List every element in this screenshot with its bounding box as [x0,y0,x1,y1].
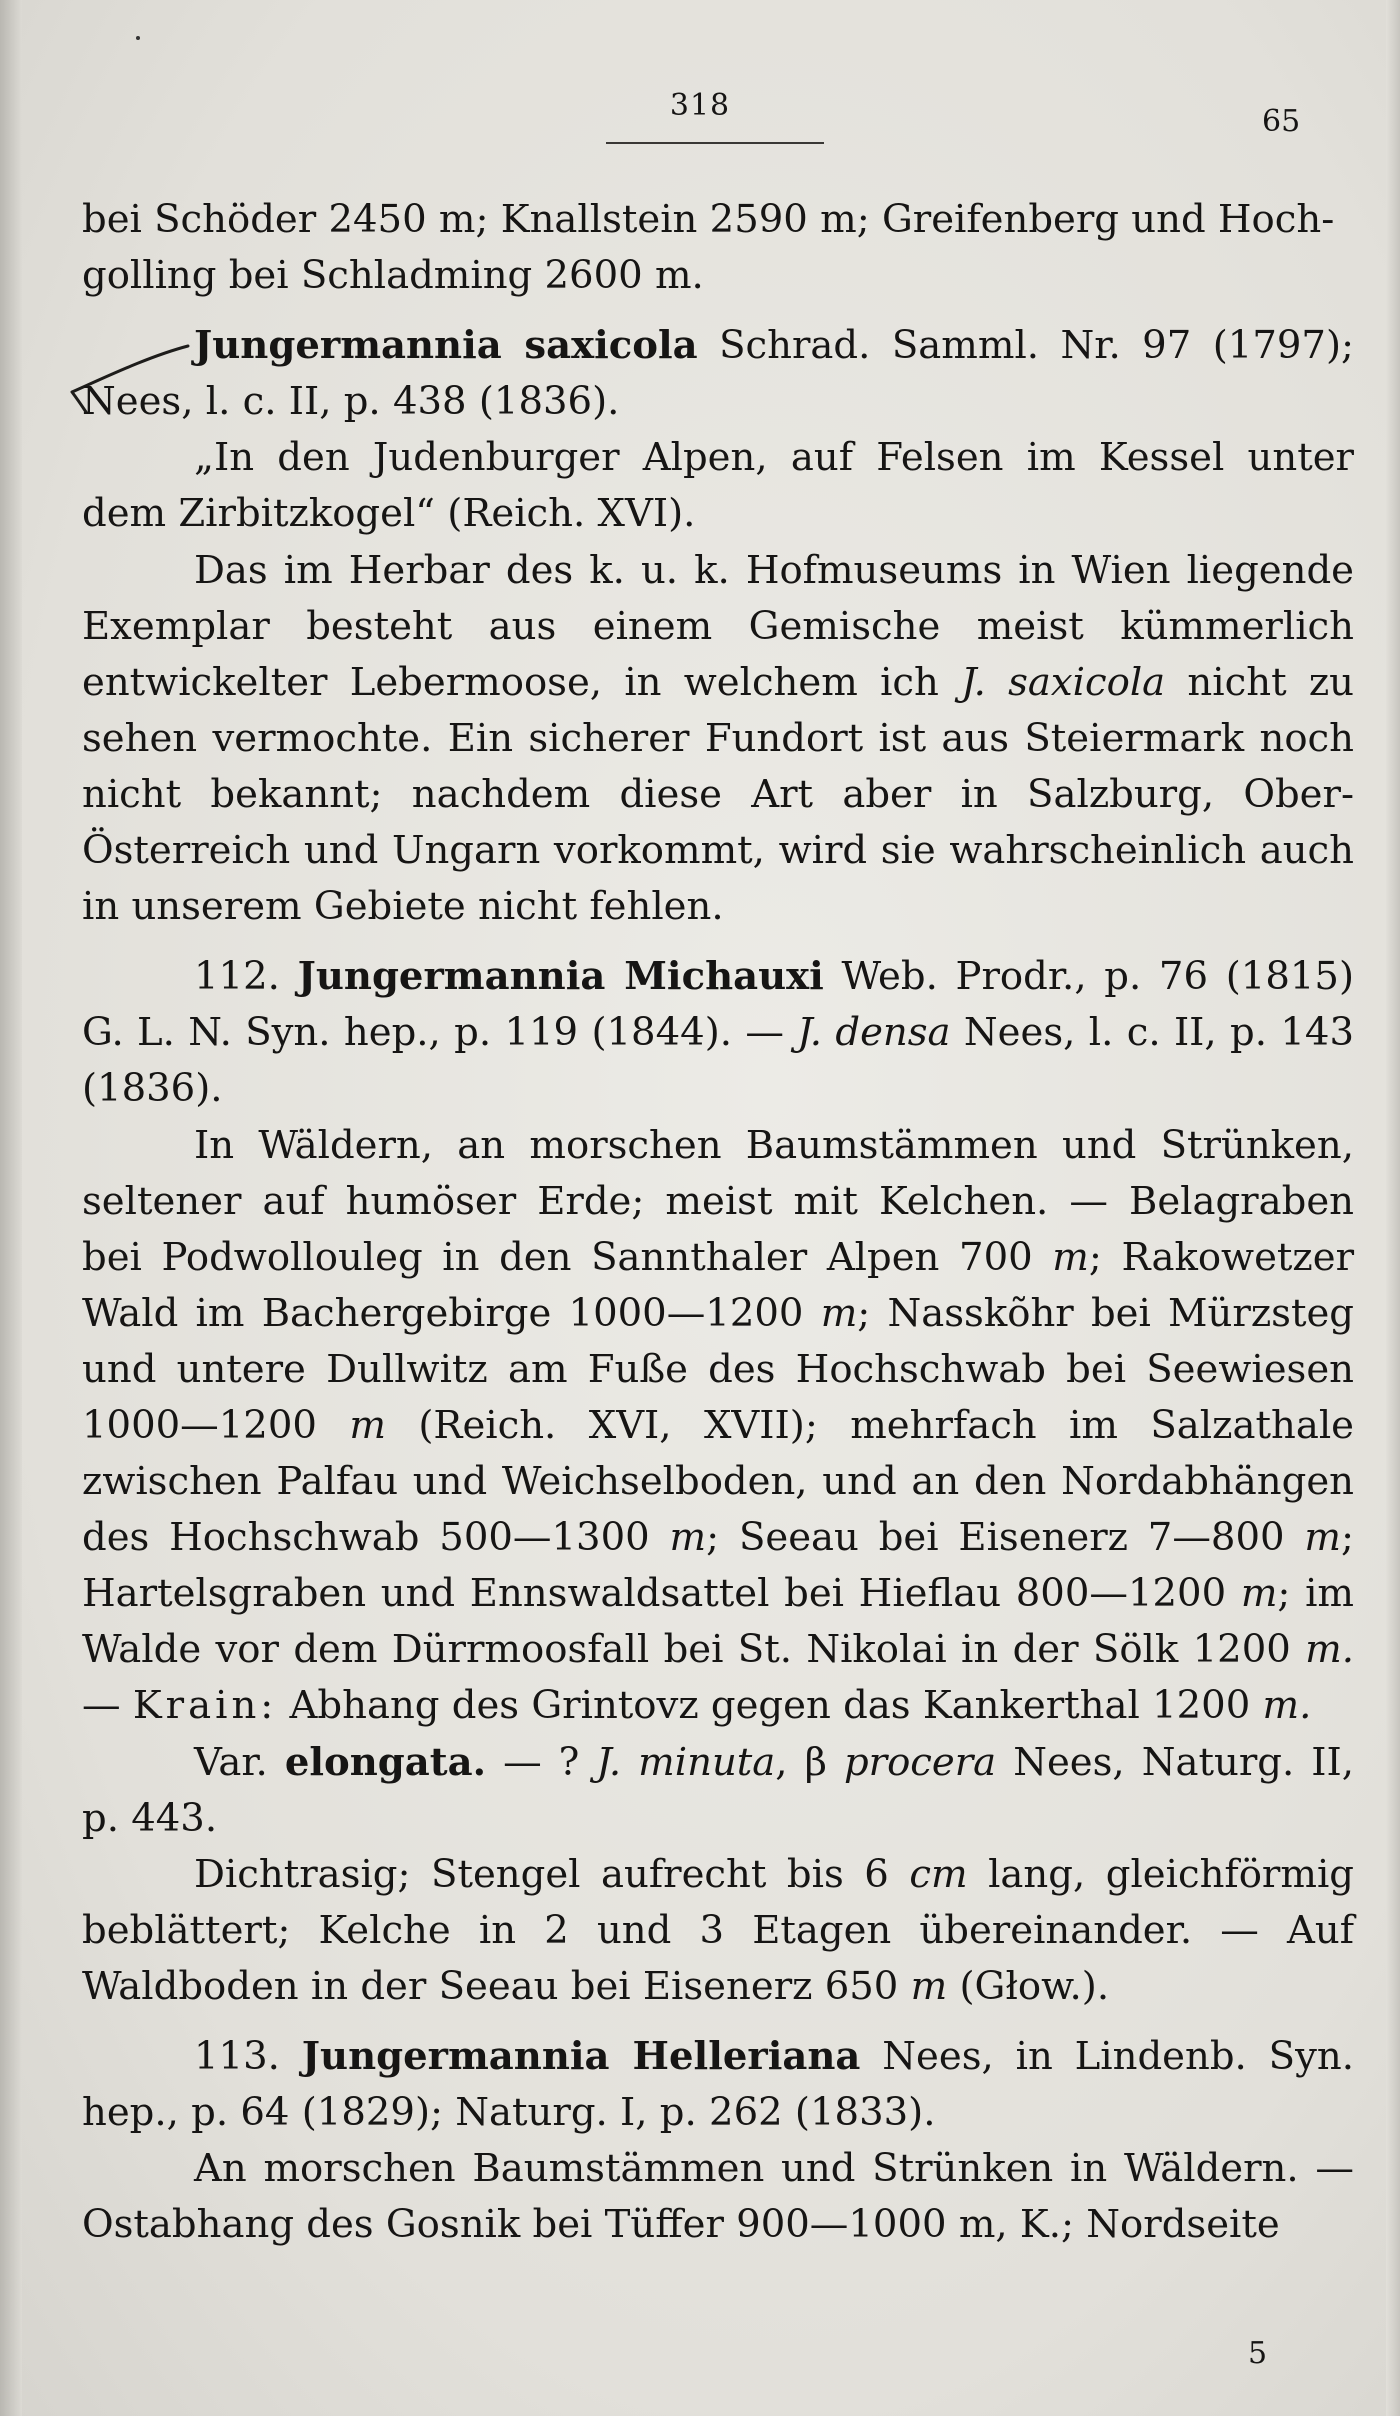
page-gutter-shadow [0,0,22,2416]
entry-number: 113. [194,2034,280,2079]
page-edge-shadow [1386,0,1400,2416]
citation: Schrad. Samml. Nr. 97 (1797); Nees, l. c. II, p. 438 (1836). [82,323,1355,425]
entry-saxicola-heading [82,318,1354,430]
region-label: Krain: [132,1683,278,1729]
entry-113-heading: 113. Jungermannia Helleriana Nees, in Lindenb. Syn. hep., p. 64 (1829); Naturg. I, p. 262 (1833). [82,2034,1354,2136]
entry-number: 112. [194,954,280,1000]
entry-112-heading: 112. Jungermannia Michauxi Web. Prodr., p. 76 (1815) G. L. N. Syn. hep., p. 119 (1844). — J. densa Nees, l. c. II, p. 143 (1836). [82,954,1354,1112]
entry-112-variety: Var. elongata. — ? J. minuta, β procera Nees, Naturg. II, p. 443. [82,1739,1355,1841]
variety-name: elongata. [284,1739,487,1785]
body-text [82,192,1354,2253]
species-name: Jungermannia saxicola [194,323,698,369]
species-name: Jungermannia Michauxi [297,954,824,1000]
corner-number: 65 [1262,104,1301,139]
text-line: bei Schöder 2450 m; Knallstein 2590 m; Greifenberg und Hoch- [82,197,1335,242]
signature-mark: 5 [1248,2336,1268,2371]
entry-112-variety-habitat: Dichtrasig; Stengel aufrecht bis 6 cm lang, gleichförmig beblättert; Kelche in 2 und 3 Etagen übereinander. — Auf Waldboden in der Seeau bei Eisenerz 650 m (Głow.). [82,1851,1354,2009]
text-line: golling bei Schladming 2600 m. [82,253,704,299]
entry-saxicola-note: Das im Herbar des k. u. k. Hofmuseums in Wien liegende Exemplar besteht aus einem Gemische meist kümmerlich entwickelter Lebermoose, in welchem ich J. saxicola nicht zu sehen vermochte. Ein sicherer Fundort ist aus Steiermark noch nicht bekannt; nachdem diese Art aber in Salzburg, Ober-Österreich und Ungarn vorkommt, wird sie wahrscheinlich auch in unserem Gebiete nicht fehlen. [82,547,1354,930]
header-rule [606,142,824,144]
entry-112-habitat: In Wäldern, an morschen Baumstämmen und Strünken, seltener auf humöser Erde; meist mit Kelchen. — Belagraben bei Podwollouleg in den Sannthaler Alpen 700 m; Rakowetzer Wald im Bachergebirge 1000—1200 m; Nasskõhr bei Mürzsteg und untere Dullwitz am Fuße des Hochschwab bei Seewiesen 1000—1200 m (Reich. XVI, XVII); mehrfach im Salzathale zwischen Palfau und Weichselboden, und an den Nordabhängen des Hochschwab 500—1300 m; Seeau bei Eisenerz 7—800 m; Hartelsgraben und Ennswaldsattel bei Hieflau 800—1200 m; im Walde vor dem Dürrmoosfall bei St. Nikolai in der Sölk 1200 m. — Krain: Abhang des Grintovz gegen das Kankerthal 1200 m. [82,1122,1355,1729]
species-name-italic: J. saxicola [961,659,1166,705]
species-name: Jungermannia Helleriana [301,2034,861,2079]
ink-speck [136,36,140,40]
synonym: J. densa [797,1010,951,1056]
page-number: 318 [669,88,731,123]
continuation-paragraph [82,192,1354,304]
entry-113-habitat: An morschen Baumstämmen und Strünken in Wäldern. — Ostabhang des Gosnik bei Tüffer 900—1000 m, K.; Nordseite [82,2146,1354,2248]
entry-saxicola-quote: „In den Judenburger Alpen, auf Felsen im Kessel unter dem Zirbitzkogel“ (Reich. XVI). [82,435,1354,537]
